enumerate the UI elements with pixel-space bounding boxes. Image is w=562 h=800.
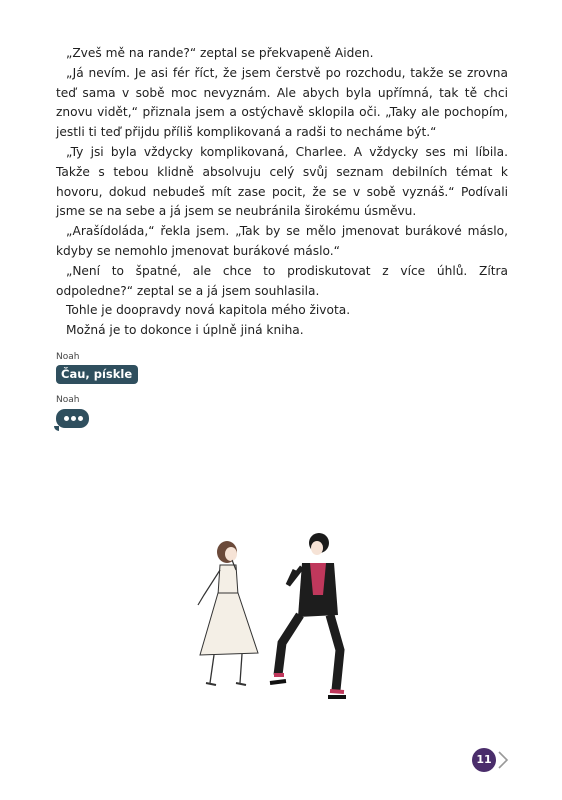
paragraph: „Není to špatné, ale chce to prodiskutovat z více úhlů. Zítra odpoledne?“ zeptal se a já jsem souhlasila. bbox=[56, 263, 508, 298]
paragraph: „Ty jsi byla vždycky komplikovaná, Charlee. A vždycky ses mi líbila. Takže s tebou klidně absolvuju celý svůj seznam debilních témat k hovoru, dokud nebudeš mít zase pocit, že se v sobě vyznáš.“ Podívali jsme se na sebe a já jsem se neubránila širokému úsměvu. bbox=[56, 144, 508, 219]
page-number-badge: 11 bbox=[472, 748, 496, 772]
paragraph: „Zveš mě na rande?“ zeptal se překvapeně Aiden. bbox=[66, 46, 374, 60]
paragraph: „Arašídoláda,“ řekla jsem. „Tak by se mělo jmenovat burákové máslo, kdyby se nemohlo jmenovat burákové máslo.“ bbox=[56, 224, 508, 258]
paragraph: „Já nevím. Je asi fér říct, že jsem čerstvě po rozchodu, takže se zrovna teď sama v sobě moc nevyznám. Ale abych byla upřímná, tak tě chci znovu vidět,“ přiznala jsem a ostýchavě sklopila oči. „Taky ale pochopím, jestli ti teď přijdu příliš komplikovaná a radši to necháme být.“ bbox=[56, 65, 508, 140]
message-sender: Noah bbox=[56, 395, 80, 405]
message-sender: Noah bbox=[56, 352, 80, 362]
story-text bbox=[56, 44, 508, 341]
chevron-right-icon[interactable] bbox=[497, 750, 509, 770]
paragraph: Tohle je doopravdy nová kapitola mého života. bbox=[66, 303, 351, 318]
paragraph: Možná je to dokonce i úplně jiná kniha. bbox=[66, 323, 304, 338]
typing-indicator-icon bbox=[56, 409, 89, 428]
chat-messages bbox=[56, 351, 138, 432]
dancing-couple-illustration bbox=[170, 525, 365, 705]
message-bubble: Čau, pískle bbox=[56, 365, 138, 384]
